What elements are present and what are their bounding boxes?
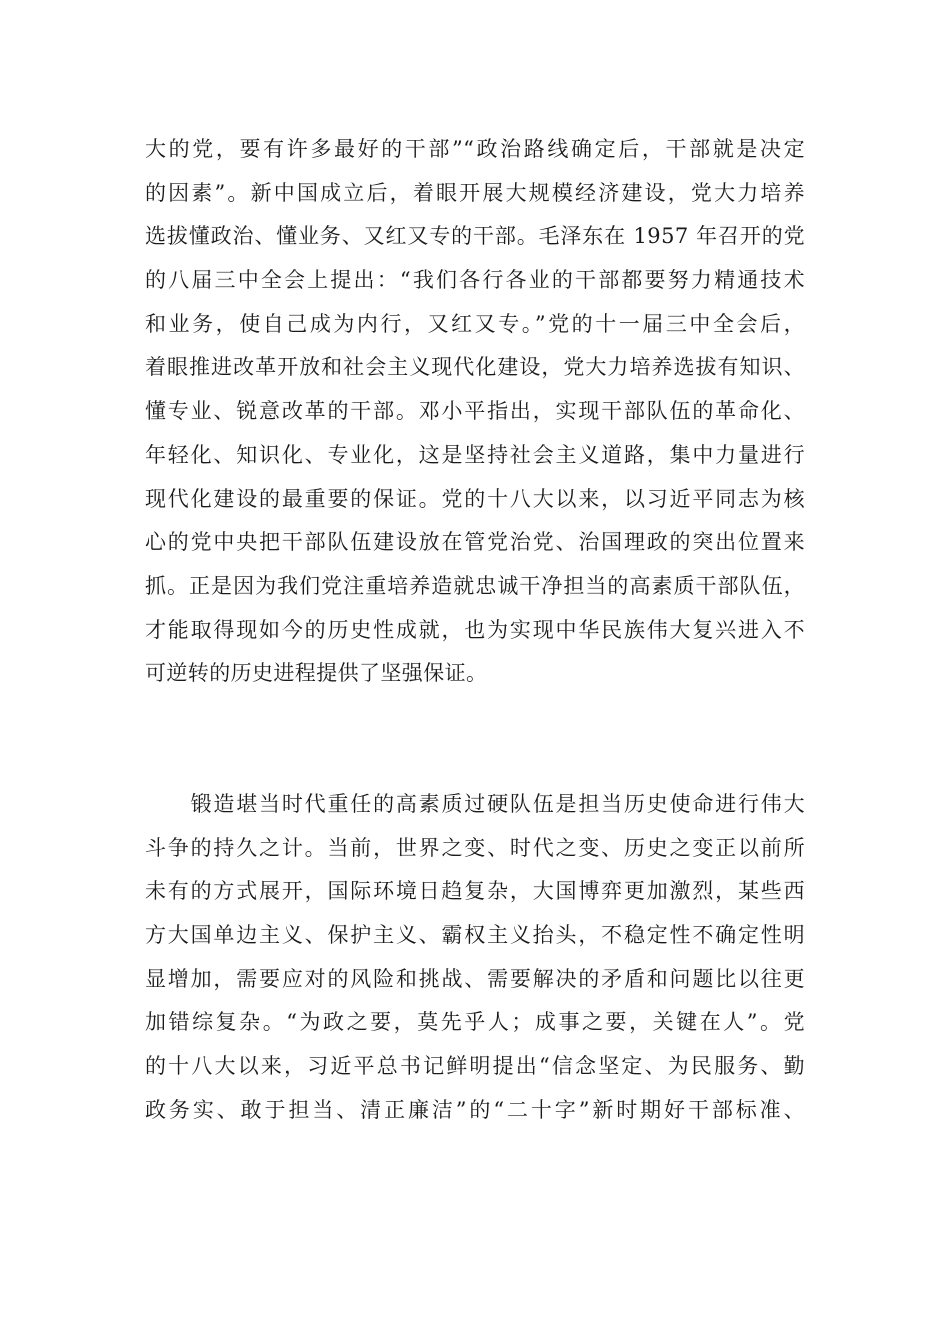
text-line: 斗争的持久之计。当前，世界之变、时代之变、历史之变正以前所 bbox=[145, 835, 805, 860]
text-line-last: 可逆转的历史进程提供了坚强保证。 bbox=[145, 661, 488, 686]
text-line: 政务实、敢于担当、清正廉洁”的“二十字”新时期好干部标准、 bbox=[145, 1097, 805, 1122]
text-line: 抓。正是因为我们党注重培养造就忠诚干净担当的高素质干部队伍， bbox=[145, 573, 805, 598]
paragraph-1 bbox=[145, 128, 805, 696]
text-line-first: 锻造堪当时代重任的高素质过硬队伍是担当历史使命进行伟大 bbox=[145, 792, 805, 816]
text-line: 大的党，要有许多最好的干部”“政治路线确定后，干部就是决定 bbox=[145, 137, 805, 161]
text-line: 显增加，需要应对的风险和挑战、需要解决的矛盾和问题比以往更 bbox=[145, 966, 805, 991]
text-line: 方大国单边主义、保护主义、霸权主义抬头，不稳定性不确定性明 bbox=[145, 923, 805, 948]
text-line: 加错综复杂。“为政之要，莫先乎人；成事之要，关键在人”。党 bbox=[145, 1010, 805, 1035]
text-line: 年轻化、知识化、专业化，这是坚持社会主义道路，集中力量进行 bbox=[145, 442, 805, 467]
text-line: 心的党中央把干部队伍建设放在管党治党、治国理政的突出位置来 bbox=[145, 530, 805, 555]
paragraph-2 bbox=[145, 783, 805, 1133]
text-line: 着眼推进改革开放和社会主义现代化建设，党大力培养选拔有知识、 bbox=[145, 355, 805, 380]
text-line: 的因素”。新中国成立后，着眼开展大规模经济建设，党大力培养 bbox=[145, 180, 805, 205]
text-line: 的八届三中全会上提出：“我们各行各业的干部都要努力精通技术 bbox=[145, 268, 805, 293]
text-line: 现代化建设的最重要的保证。党的十八大以来，以习近平同志为核 bbox=[145, 486, 805, 511]
text-line: 和业务，使自己成为内行，又红又专。”党的十一届三中全会后， bbox=[145, 311, 805, 336]
text-line: 懂专业、锐意改革的干部。邓小平指出，实现干部队伍的革命化、 bbox=[145, 399, 805, 424]
text-line: 的十八大以来，习近平总书记鲜明提出“信念坚定、为民服务、勤 bbox=[145, 1054, 805, 1079]
text-line: 选拔懂政治、懂业务、又红又专的干部。毛泽东在 1957 年召开的党 bbox=[145, 224, 805, 249]
text-line: 未有的方式展开，国际环境日趋复杂，大国博弈更加激烈，某些西 bbox=[145, 879, 805, 904]
text-line: 才能取得现如今的历史性成就，也为实现中华民族伟大复兴进入不 bbox=[145, 617, 805, 642]
